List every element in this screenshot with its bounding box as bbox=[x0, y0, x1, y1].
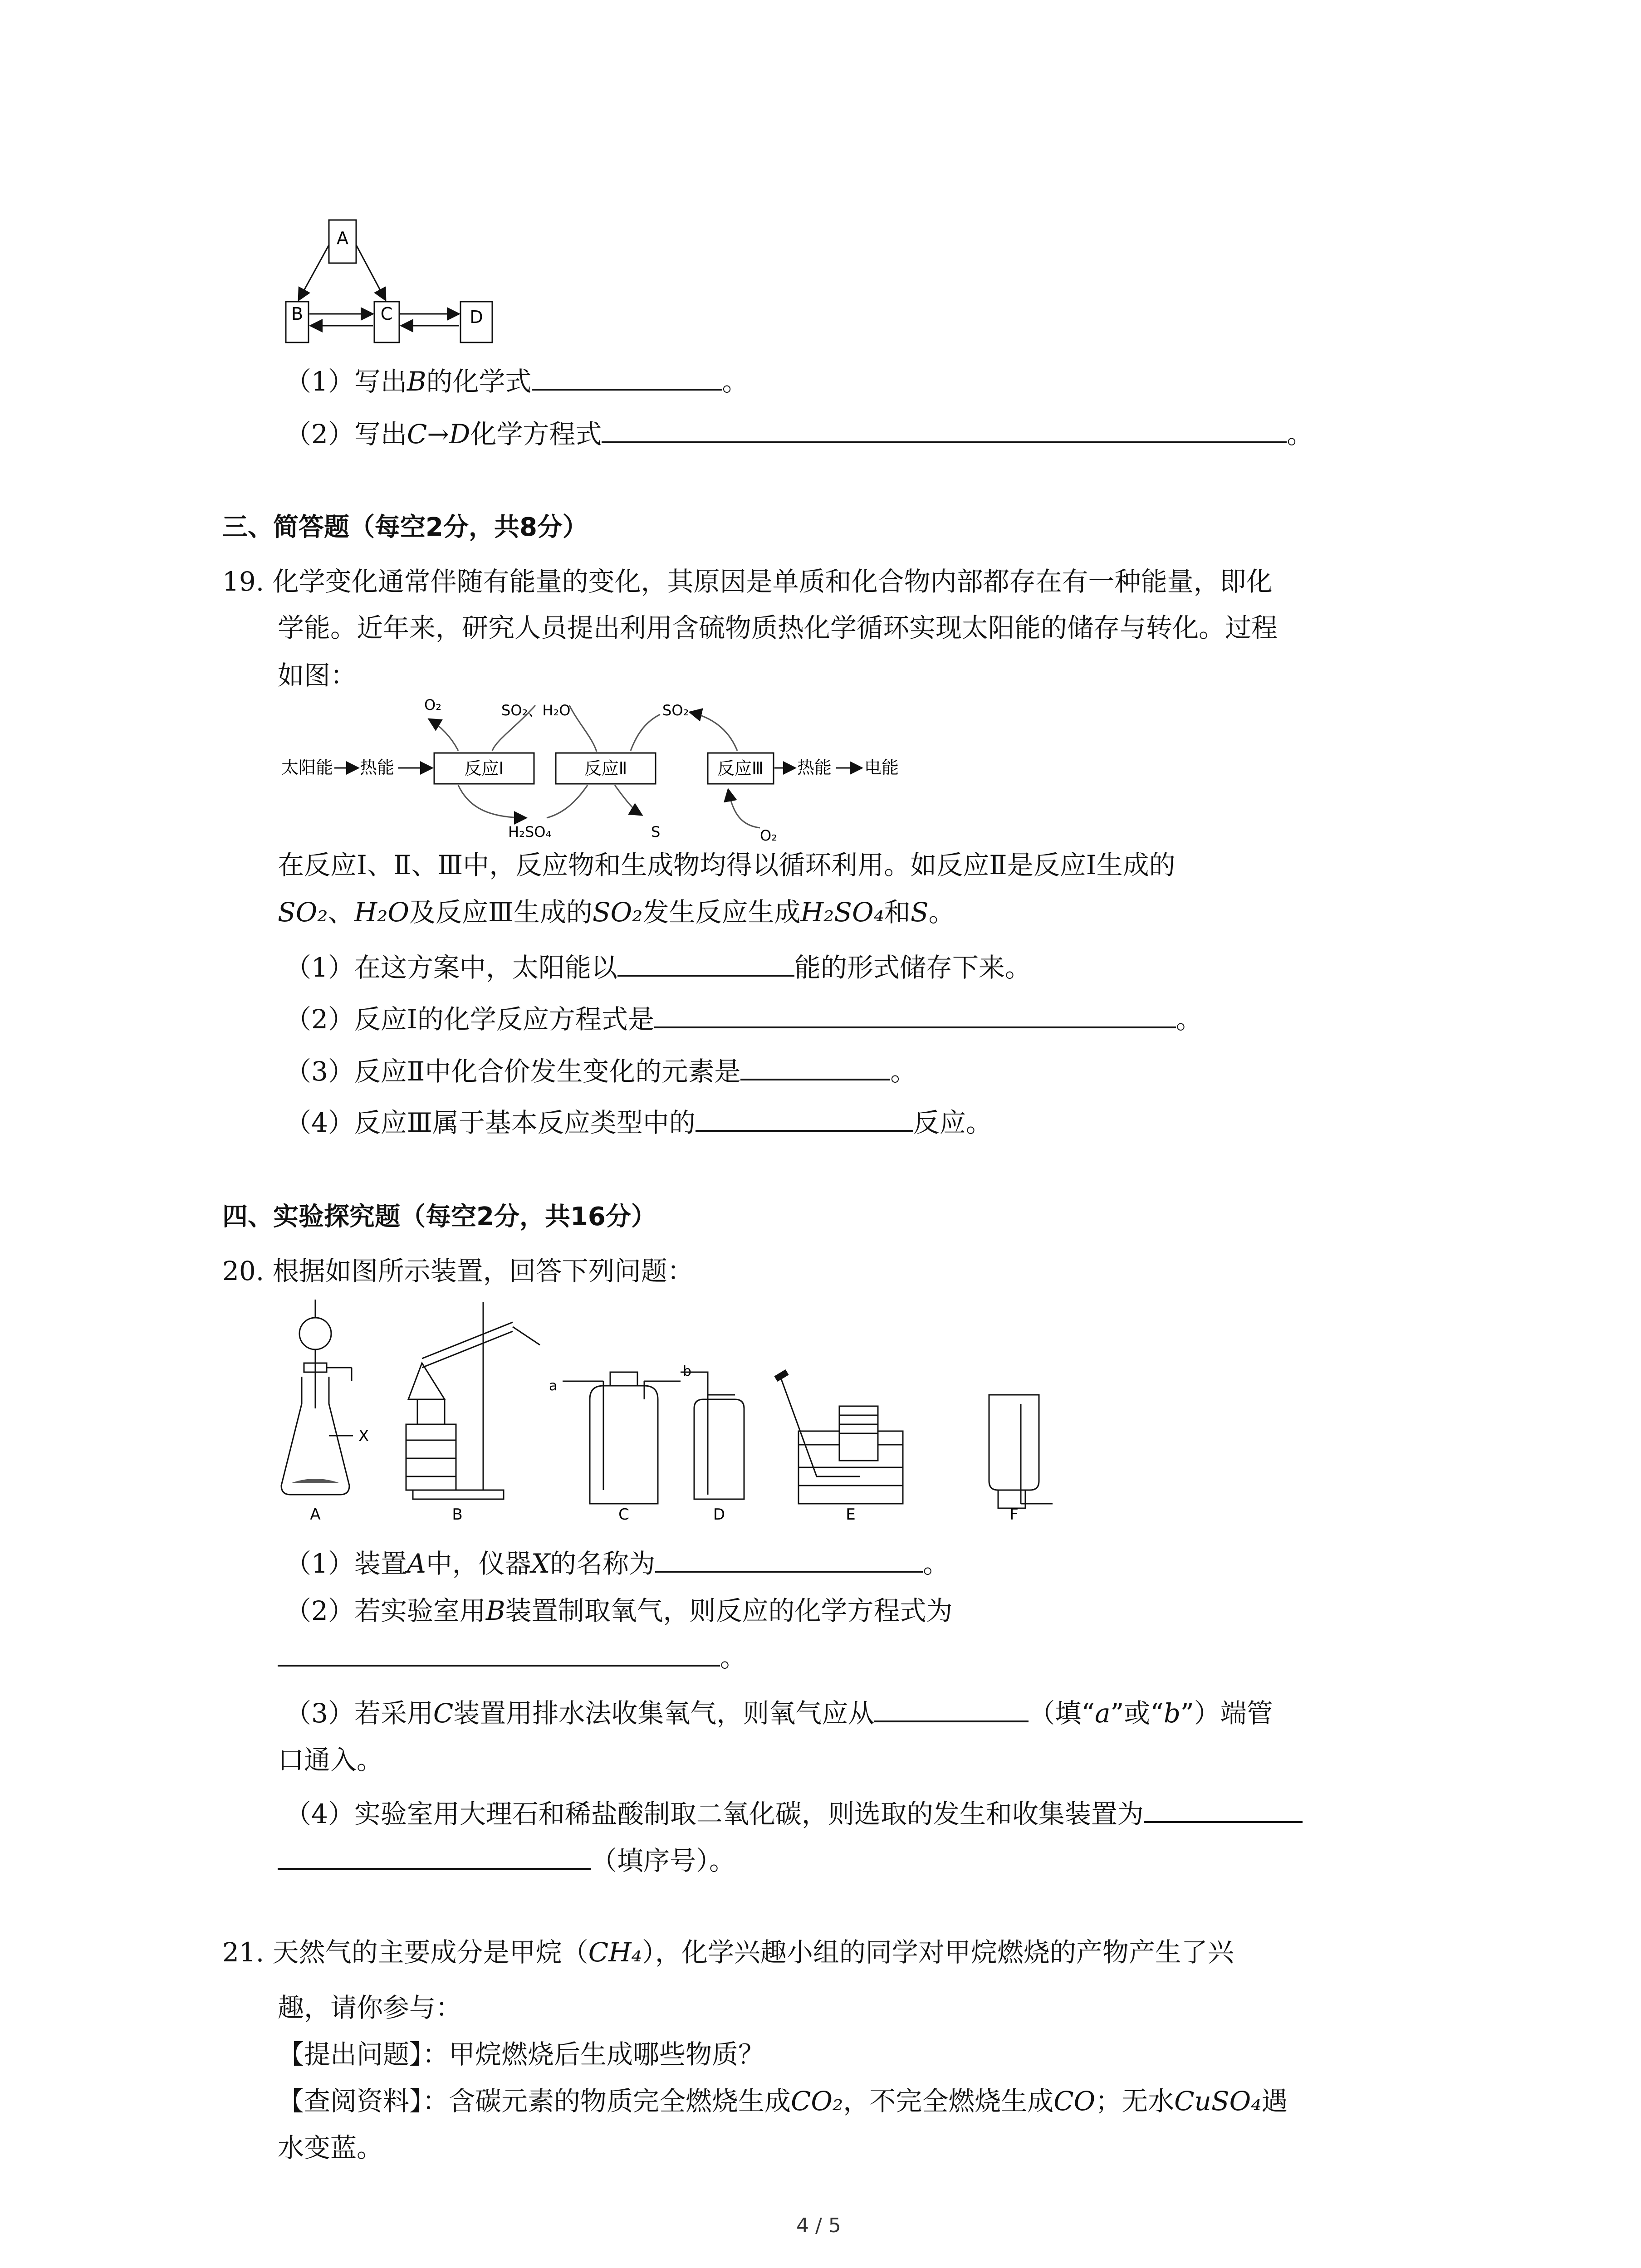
q19-stem-line1: 19. 化学变化通常伴随有能量的变化，其原因是单质和化合物内部都存在有一种能量，即化 bbox=[222, 566, 1273, 597]
q21-reference-line2: 水变蓝。 bbox=[278, 2132, 383, 2163]
label-f: F bbox=[1009, 1505, 1019, 1522]
answer-blank[interactable] bbox=[655, 1553, 923, 1573]
answer-blank[interactable] bbox=[278, 1850, 591, 1870]
answer-blank[interactable] bbox=[696, 1112, 913, 1132]
answer-blank[interactable] bbox=[874, 1702, 1029, 1722]
electric-energy-label: 电能 bbox=[864, 758, 899, 777]
q19-part3: （3）反应Ⅱ中化合价发生变化的元素是 。 bbox=[285, 1056, 917, 1087]
q19-part4: （4）反应Ⅲ属于基本反应类型中的 反应。 bbox=[285, 1107, 992, 1138]
h2so4-label: H₂SO₄ bbox=[508, 823, 552, 841]
q19-desc-line1: 在反应Ⅰ、Ⅱ、Ⅲ中，反应物和生成物均得以循环利用。如反应Ⅱ是反应Ⅰ生成的 bbox=[278, 850, 1176, 880]
label-b-port: b bbox=[683, 1364, 692, 1379]
q21-stem-line2: 趣，请你参与： bbox=[278, 1992, 462, 2023]
q20-part1: （1）装置A中，仪器X的名称为 。 bbox=[285, 1548, 950, 1579]
apparatus-a bbox=[281, 1300, 353, 1495]
label-d: D bbox=[470, 307, 483, 327]
reaction-3-label: 反应Ⅲ bbox=[717, 758, 764, 778]
apparatus-c bbox=[563, 1372, 681, 1504]
q20-part4-line2: （填序号）。 bbox=[278, 1848, 735, 1874]
q21-reference: 【查阅资料】：含碳元素的物质完全燃烧生成CO₂，不完全燃烧生成CO；无水CuSO₄遇 bbox=[278, 2086, 1288, 2116]
label-b: B bbox=[291, 304, 304, 324]
apparatus-d bbox=[681, 1372, 744, 1499]
q20-part3: （3）若采用C装置用排水法收集氧气，则氧气应从 （填“a”或“b”）端管 bbox=[285, 1698, 1273, 1729]
reaction-1-label: 反应Ⅰ bbox=[464, 758, 504, 778]
q19-stem-line3: 如图： bbox=[278, 660, 357, 691]
label-c: C bbox=[380, 304, 393, 324]
reaction-2-label: 反应Ⅱ bbox=[584, 758, 627, 778]
label-a: A bbox=[337, 228, 348, 248]
q19-part2: （2）反应Ⅰ的化学反应方程式是 。 bbox=[285, 1004, 1202, 1035]
heat-label-2: 热能 bbox=[797, 758, 832, 777]
q20-part2: （2）若实验室用B装置制取氧气，则反应的化学方程式为 bbox=[285, 1595, 953, 1626]
solar-energy-label: 太阳能 bbox=[281, 758, 333, 777]
q19-part1: （1）在这方案中，太阳能以 能的形式储存下来。 bbox=[285, 952, 1031, 983]
label-x: X bbox=[358, 1427, 369, 1445]
q18-part2: （2）写出C→D化学方程式 。 bbox=[285, 419, 1313, 450]
label-a: A bbox=[310, 1505, 321, 1522]
q19-stem-line2: 学能。近年来，研究人员提出利用含硫物质热化学循环实现太阳能的储存与转化。过程 bbox=[278, 612, 1278, 643]
q20-part4: （4）实验室用大理石和稀盐酸制取二氧化碳，则选取的发生和收集装置为 bbox=[285, 1801, 1303, 1827]
heat-label: 热能 bbox=[360, 758, 395, 777]
so2-top-label: SO₂ bbox=[662, 702, 689, 719]
sulfur-cycle-diagram bbox=[279, 696, 923, 846]
q21-question: 【提出问题】：甲烷燃烧后生成哪些物质？ bbox=[278, 2039, 765, 2070]
apparatus-e bbox=[780, 1377, 903, 1504]
answer-blank[interactable] bbox=[1144, 1803, 1303, 1823]
q21-stem-line1: 21. 天然气的主要成分是甲烷（CH₄），化学兴趣小组的同学对甲烷燃烧的产物产生了兴 bbox=[222, 1937, 1234, 1968]
apparatus-b bbox=[406, 1302, 540, 1499]
s-label: S bbox=[651, 823, 661, 841]
answer-blank[interactable] bbox=[278, 1647, 720, 1667]
label-d: D bbox=[713, 1505, 725, 1522]
o2-top-label: O₂ bbox=[424, 696, 442, 714]
abcd-relation-diagram bbox=[272, 218, 508, 349]
label-e: E bbox=[846, 1505, 856, 1522]
q20-part3-line2: 口通入。 bbox=[278, 1745, 383, 1775]
apparatus-f bbox=[989, 1395, 1053, 1508]
answer-blank[interactable] bbox=[740, 1061, 890, 1080]
section-heading: 四、实验探究题（每空2分，共16分） bbox=[222, 1202, 656, 1232]
answer-blank[interactable] bbox=[602, 423, 1287, 443]
lab-apparatus-figure bbox=[277, 1295, 1075, 1522]
label-b: B bbox=[452, 1505, 463, 1522]
so2-h2o-label: SO₂、H₂O bbox=[501, 702, 571, 719]
answer-blank[interactable] bbox=[532, 371, 722, 391]
q20-stem: 20. 根据如图所示装置，回答下列问题： bbox=[222, 1256, 694, 1286]
q19-desc-line2: SO₂、H₂O及反应Ⅲ生成的SO₂发生反应生成H₂SO₄和S。 bbox=[278, 897, 955, 928]
answer-blank[interactable] bbox=[617, 957, 794, 977]
page-number: 4 / 5 bbox=[796, 2214, 841, 2237]
o2-bottom-label: O₂ bbox=[760, 827, 778, 844]
label-c: C bbox=[618, 1505, 629, 1522]
q18-part1: （1）写出B的化学式 。 bbox=[285, 366, 749, 397]
label-a-port: a bbox=[549, 1378, 558, 1394]
q20-part2-answer: 。 bbox=[278, 1644, 746, 1671]
section-heading: 三、简答题（每空2分，共8分） bbox=[222, 513, 588, 542]
answer-blank[interactable] bbox=[654, 1008, 1176, 1028]
